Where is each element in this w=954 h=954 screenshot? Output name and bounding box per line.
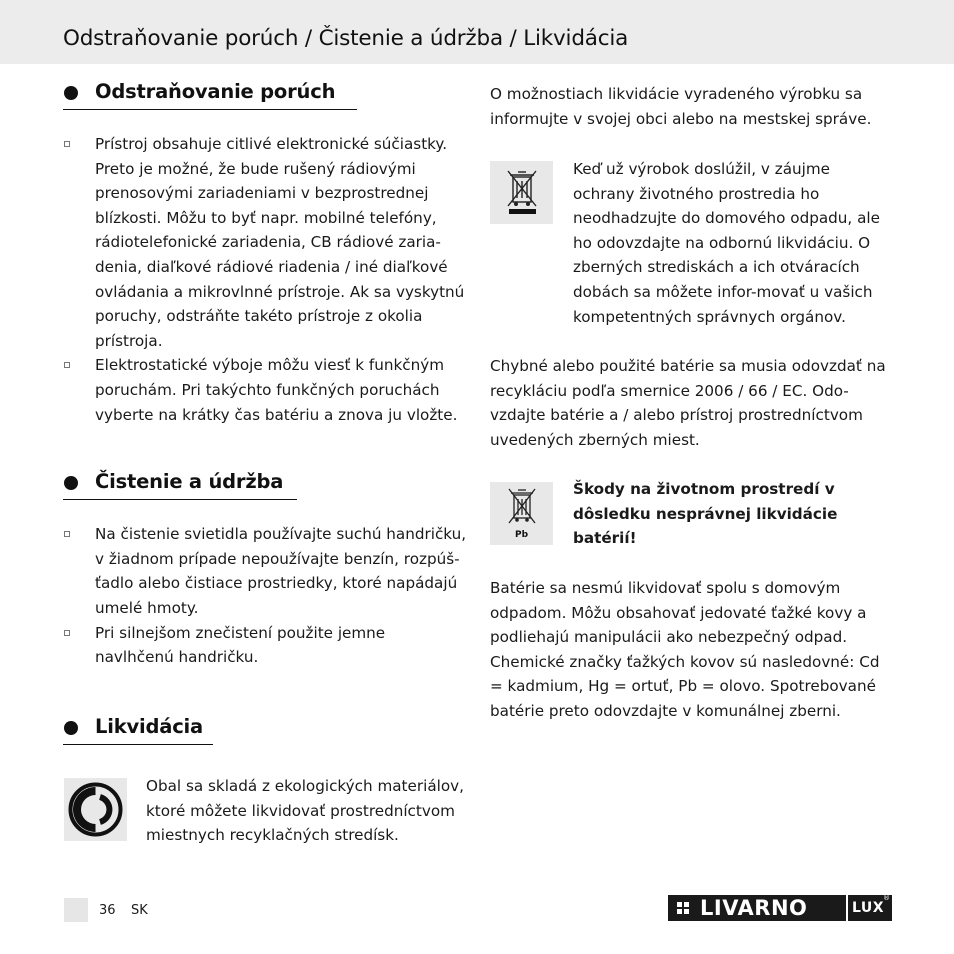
weee-text: Keď už výrobok doslúžil, v záujme ochrany životného prostredia ho neodhadzujte do domového odpadu, ale ho odovzdajte na odbornú likvidáciu. O zberných strediskách a ich otváracích dobách sa môžete infor-movať u vašich kompetentných správnych orgánov.: [573, 160, 880, 326]
left-column: [63, 80, 468, 747]
page-title: Odstraňovanie porúch / Čistenie a údržba / Likvidácia: [63, 26, 629, 51]
header-bar: [0, 0, 954, 64]
green-dot-recycle-icon: [64, 778, 127, 841]
logo-main-block: [668, 895, 846, 921]
packaging-text: Obal sa skladá z ekologických materiálov, ktoré môžete likvidovať prostredníctvom miestnych recyklačných stredísk.: [146, 777, 464, 845]
section-rule: [63, 109, 357, 110]
battery-icon-label: Pb: [514, 530, 529, 540]
list-item-text: Pri silnejšom znečistení použite jemne navlhčenú handričku.: [95, 623, 386, 667]
section-title-disposal: Likvidácia: [95, 714, 203, 738]
list-item: [63, 353, 468, 427]
section-rule: [63, 744, 213, 745]
square-bullet-icon: [64, 141, 70, 147]
crossed-out-bin-battery-icon: [490, 482, 553, 545]
section-title-cleaning: Čistenie a údržba: [95, 470, 284, 494]
troubleshooting-list: [63, 132, 468, 427]
filled-circle-icon: [64, 476, 78, 490]
logo-square-icon: [684, 909, 689, 914]
section-rule: [63, 499, 297, 500]
page-number-tab: [64, 898, 88, 922]
filled-circle-icon: [64, 86, 78, 100]
disposal-intro: O možnostiach likvidácie vyradeného výrobku sa informujte v svojej obci alebo na mestskej správe.: [490, 85, 872, 128]
list-item-text: Prístroj obsahuje citlivé elektronické súčiastky. Preto je možné, že bude rušený rádiovými prenosovými zariadeniami v bezprostrednej blízkosti. Môžu to byť napr. mobilné telefóny, rádiotelefonické zariadenia, CB rádiové zaria-denia, diaľkové rádiové riadenia / iné diaľkové ovládania a mikrovlnné prístroje. Ak sa vyskytnú poruchy, odstráňte takéto prístroje z okolia prístroja.: [95, 135, 465, 350]
list-item: [63, 132, 468, 353]
list-item-text: Elektrostatické výboje môžu viesť k funkčným poruchám. Pri takýchto funkčných poruchách vyberte na krátky čas batériu a znova ju vložte.: [95, 356, 458, 424]
logo-lux-block: [848, 895, 892, 921]
square-bullet-icon: [64, 362, 70, 368]
logo-square-icon: [677, 902, 682, 907]
battery-details: Batérie sa nesmú likvidovať spolu s domovým odpadom. Môžu obsahovať jedovaté ťažké kovy a podliehajú manipulácii ako nebezpečný odpad. Chemické značky ťažkých kovov sú nasledovné: Cd = kadmium, Hg = ortuť, Pb = olovo. Spotrebované batérie preto odovzdajte v komunálnej zberni.: [490, 579, 880, 720]
page-number: 36: [99, 903, 116, 918]
logo-square-icon: [684, 902, 689, 907]
section-header-troubleshooting: [63, 80, 363, 112]
logo-brand-text: LIVARNO: [700, 896, 808, 920]
list-item: [63, 621, 468, 670]
section-title-troubleshooting: Odstraňovanie porúch: [95, 80, 336, 103]
battery-warning: Škody na životnom prostredí v dôsledku nesprávnej likvidácie batérií!: [573, 480, 838, 548]
square-bullet-icon: [64, 630, 70, 636]
section-header-cleaning: [63, 470, 363, 502]
filled-circle-icon: [64, 721, 78, 735]
logo-square-icon: [677, 909, 682, 914]
section-header-disposal: [63, 715, 363, 747]
square-bullet-icon: [64, 531, 70, 537]
registered-mark: ®: [883, 894, 890, 902]
crossed-out-wheelie-bin-icon: [490, 161, 553, 224]
list-item: [63, 522, 468, 620]
battery-text: Chybné alebo použité batérie sa musia odovzdať na recykláciu podľa smernice 2006 / 66 / EC. Odo-vzdajte batérie a / alebo prístroj prostredníctvom uvedených zberných miest.: [490, 357, 886, 449]
logo-lux-text: LUX: [852, 900, 885, 916]
page-language: SK: [131, 903, 148, 918]
list-item-text: Na čistenie svietidla používajte suchú handričku, v žiadnom prípade nepoužívajte benzín, rozpúš-ťadlo alebo čistiace prostriedky, ktoré napádajú umelé hmoty.: [95, 525, 467, 617]
cleaning-list: [63, 522, 468, 670]
livarno-lux-logo: [668, 895, 892, 921]
